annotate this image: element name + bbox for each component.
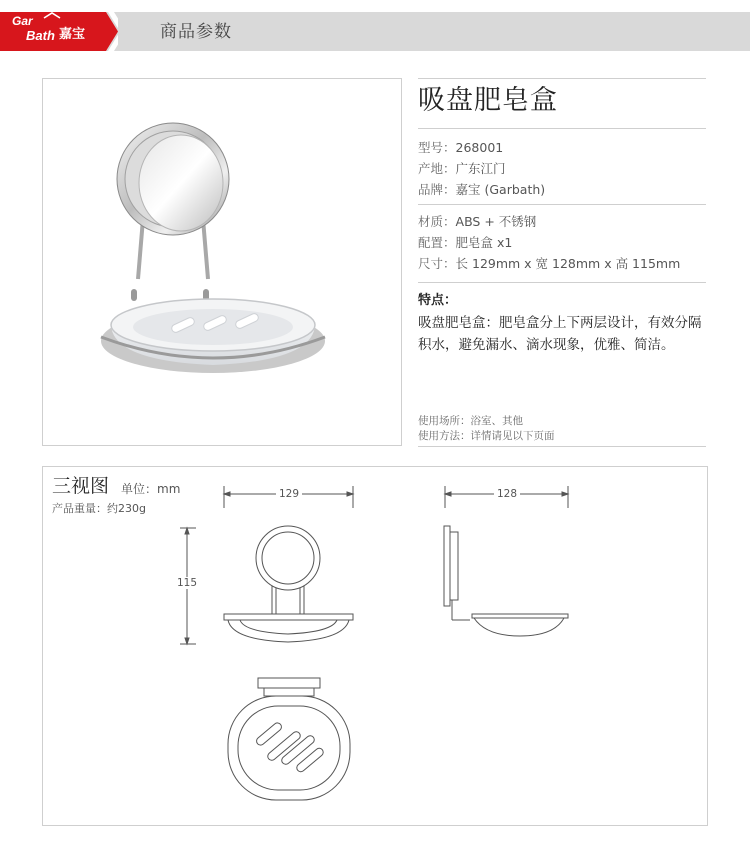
spec-model [418, 139, 503, 157]
spec-value: 肥皂盒 x1 [455, 235, 513, 250]
spec-value: ABS + 不锈钢 [455, 214, 537, 229]
product-name: 吸盘肥皂盒 [418, 85, 558, 116]
unit-label: 单位：mm [121, 482, 181, 496]
dim-label-width: 129 [276, 488, 302, 500]
usage-place: 使用场所：浴室、其他 [418, 415, 523, 427]
technical-drawing [160, 480, 600, 820]
divider [418, 204, 706, 205]
spec-config [418, 234, 512, 252]
spec-brand [418, 181, 545, 199]
weight-label: 产品重量：约230g [52, 502, 146, 515]
dim-label-depth: 128 [494, 488, 520, 500]
spec-label: 尺寸： [418, 256, 456, 271]
divider [418, 282, 706, 283]
spec-label: 配置： [418, 235, 456, 250]
spec-value: 268001 [455, 140, 504, 155]
divider [418, 446, 706, 447]
spec-value: 广东江门 [455, 161, 506, 176]
side-view [444, 526, 568, 636]
spec-label: 材质： [418, 214, 456, 229]
logo-text-gar: Gar [12, 14, 33, 28]
logo-text-cn: 嘉宝 [59, 27, 86, 42]
spec-origin [418, 160, 506, 178]
spec-label: 型号： [418, 140, 456, 155]
spec-value: 长 129mm x 宽 128mm x 高 115mm [455, 256, 681, 271]
spec-size [418, 255, 680, 273]
logo-text-bath: Bath [26, 28, 55, 43]
divider [418, 78, 706, 79]
spec-label: 产地： [418, 161, 456, 176]
front-view [224, 526, 353, 642]
divider [418, 128, 706, 129]
spec-material [418, 213, 536, 231]
top-view [228, 678, 350, 800]
usage-method: 使用方法：详情请见以下页面 [418, 430, 555, 442]
product-photo [43, 79, 401, 445]
product-photo-frame [42, 78, 402, 446]
spec-label: 品牌： [418, 182, 456, 197]
dim-label-height: 115 [174, 577, 200, 589]
spec-value: 嘉宝 (Garbath) [455, 182, 546, 197]
features-title: 特点： [418, 293, 458, 308]
page-title: 商品参数 [160, 22, 232, 42]
features-description: 吸盘肥皂盒：肥皂盒分上下两层设计，有效分隔积水，避免漏水、滴水现象，优雅、简洁。 [418, 315, 702, 353]
three-view-title: 三视图 [52, 475, 110, 497]
